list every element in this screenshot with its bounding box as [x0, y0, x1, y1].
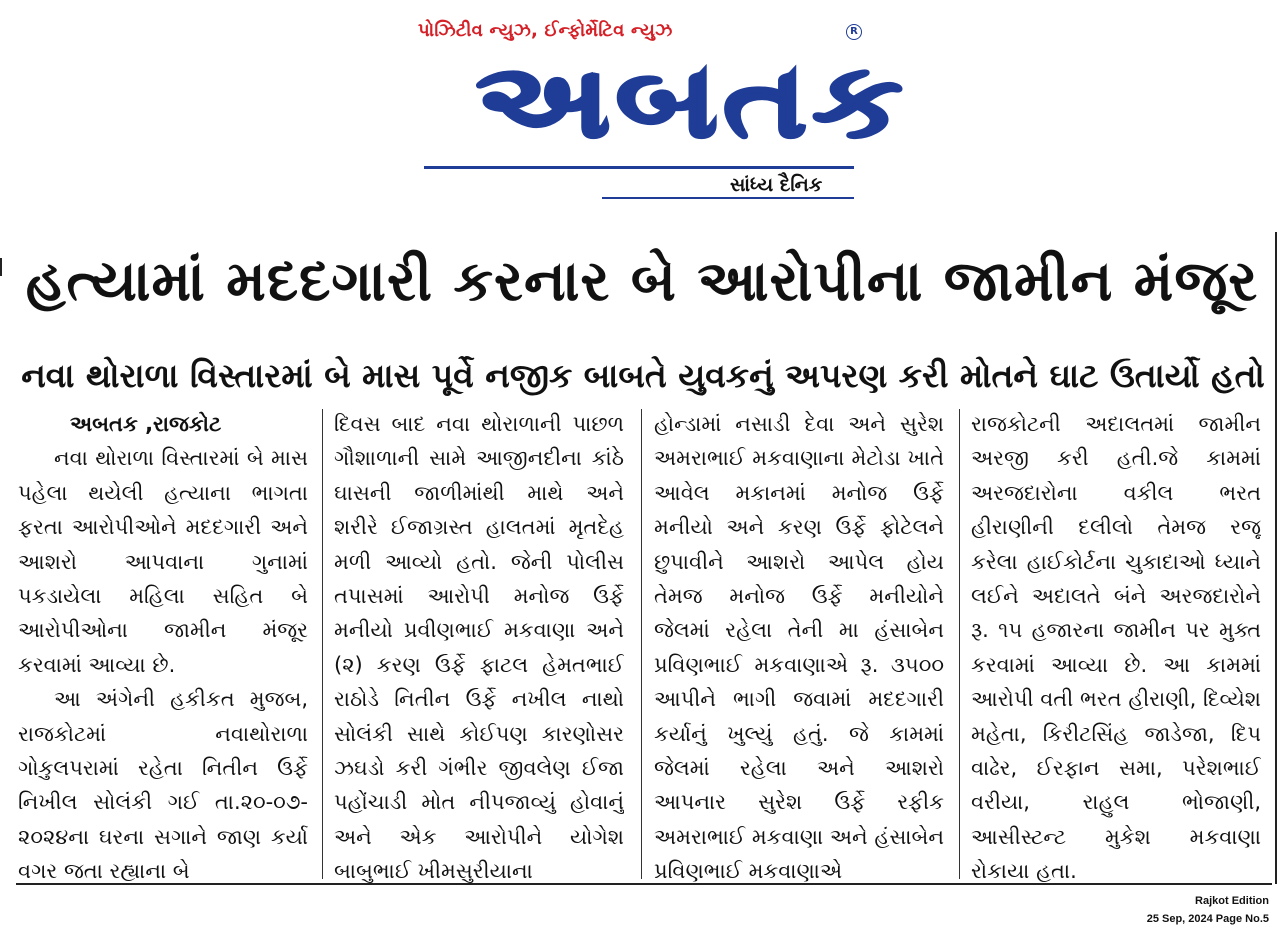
logo-underline — [424, 166, 854, 169]
article-paragraph: દિવસ બાદ નવા થોરાળાની પાછળ ગૌશાળાની સામે આજીનદીના કાંઠે ઘાસની જાળીમાંથી માથે અને શરીરે ઈજાગ્રસ્ત હાલતમાં મૃતદેહ મળી આવ્યો હતો. જેની પોલીસ તપાસમાં આરોપી મનોજ ઉર્ફે મનીયો પ્રવીણભાઈ મકવાણા અને (૨) કરણ ઉર્ફે ફાટલ હેમતભાઈ રાઠોડે નિતીન ઉર્ફે નખીલ નાથો સોલંકી સાથે કોઈપણ કારણોસર ઝઘડો કરી ગંભીર જીવલેણ ઈજા પહોંચાડી મોત નીપજાવ્યું હોવાનું અને એક આરોપીને યોગેશ બાબુભાઈ ખીમસુરીયાના — [334, 412, 624, 883]
article-column-4 — [971, 407, 1261, 883]
article-column-3 — [654, 407, 944, 883]
article-frame-right — [1275, 232, 1277, 884]
article-paragraph: હોન્ડામાં નસાડી દેવા અને સુરેશ અમરાભાઈ મકવાણાના મેટોડા ખાતે આવેલ મકાનમાં મનોજ ઉર્ફે મનીયો અને કરણ ઉર્ફે ફોટેલને છુપાવીને આશરો આપેલ હોય તેમજ મનોજ ઉર્ફે મનીયોને જેલમાં રહેલા તેની મા હંસાબેન પ્રવિણભાઈ મકવાણાએ રૂ. ૩૫૦૦ આપીને ભાગી જવામાં મદદગારી કર્યાનું ખુલ્યું હતું. જે કામમાં જેલમાં રહેલા અને આશરો આપનાર સુરેશ ઉર્ફે રફીક અમરાભાઈ મકવાણા અને હંસાબેન પ્રવિણભાઈ મકવાણાએ — [654, 412, 944, 883]
article-column-2 — [334, 407, 624, 883]
newspaper-logo: અબતક — [476, 42, 908, 161]
column-divider — [641, 409, 642, 879]
article-body — [16, 407, 1270, 883]
edition-date-page: 25 Sep, 2024 Page No.5 — [1146, 913, 1269, 925]
masthead-subtitle: સાંધ્ય દૈનિક — [730, 174, 823, 196]
article-paragraph: નવા થોરાળા વિસ્તારમાં બે માસ પહેલા થયેલી હત્યાના ભાગતા ફરતા આરોપીઓને મદદગારી અને આશરો આપવાના ગુનામાં પકડાયેલા મહિલા સહિત બે આરોપીઓના જામીન મંજૂર કરવામાં આવ્યા છે. — [18, 446, 308, 677]
masthead-rule — [602, 197, 854, 199]
masthead-tagline: પોઝિટીવ ન્યુઝ, ઈન્ફોર્મેટિવ ન્યુઝ — [418, 20, 673, 41]
registered-trademark-icon: R — [846, 24, 862, 40]
article-headline: હત્યામાં મદદગારી કરનાર બે આરોપીના જામીન મંજૂર — [25, 249, 1259, 314]
article-dateline: અબતક ,રાજકોટ — [70, 412, 222, 436]
column-divider — [959, 409, 960, 879]
masthead — [0, 0, 1279, 215]
edition-info — [1147, 892, 1269, 928]
article-bottom-rule — [16, 883, 1272, 885]
article-paragraph: આ અંગેની હકીકત મુજબ, રાજકોટમાં નવાથોરાળા ગોકુલપરામાં રહેતા નિતીન ઉર્ફે નિખીલ સોલંકી ગઈ તા.૨૦-૦૭- ૨૦૨૪ના ઘરના સગાને જાણ કર્યા વગર જતા રહ્યાના બે — [18, 687, 308, 883]
article-paragraph: રાજકોટની અદાલતમાં જામીન અરજી કરી હતી.જે કામમાં અરજદારોના વકીલ ભરત હીરાણીની દલીલો તેમજ રજૂ કરેલા હાઈકોર્ટના ચુકાદાઓ ધ્યાને લઈને અદાલતે બંને અરજદારોને રૂ. ૧૫ હજારના જામીન પર મુક્ત કરવામાં આવ્યા છે. આ કામમાં આરોપી વતી ભરત હીરાણી, દિવ્યેશ મહેતા, કિરીટસિંહ જાડેજા, દિપ વાઢેર, ઈરફાન સમા, પરેશભાઈ વરીયા, રાહુલ ભોજાણી, આસીસ્ટન્ટ મુકેશ મકવાણા રોકાયા હતા. — [971, 412, 1261, 883]
article-subheadline: નવા થોરાળા વિસ્તારમાં બે માસ પૂર્વે નજીક બાબતે યુવકનું અપરણ કરી મોતને ઘાટ ઉતાર્યો હતો — [21, 356, 1265, 395]
article-column-1 — [18, 407, 308, 883]
column-divider — [322, 409, 323, 879]
edition-name: Rajkot Edition — [1195, 895, 1269, 907]
article-frame-left-tick — [0, 258, 2, 276]
